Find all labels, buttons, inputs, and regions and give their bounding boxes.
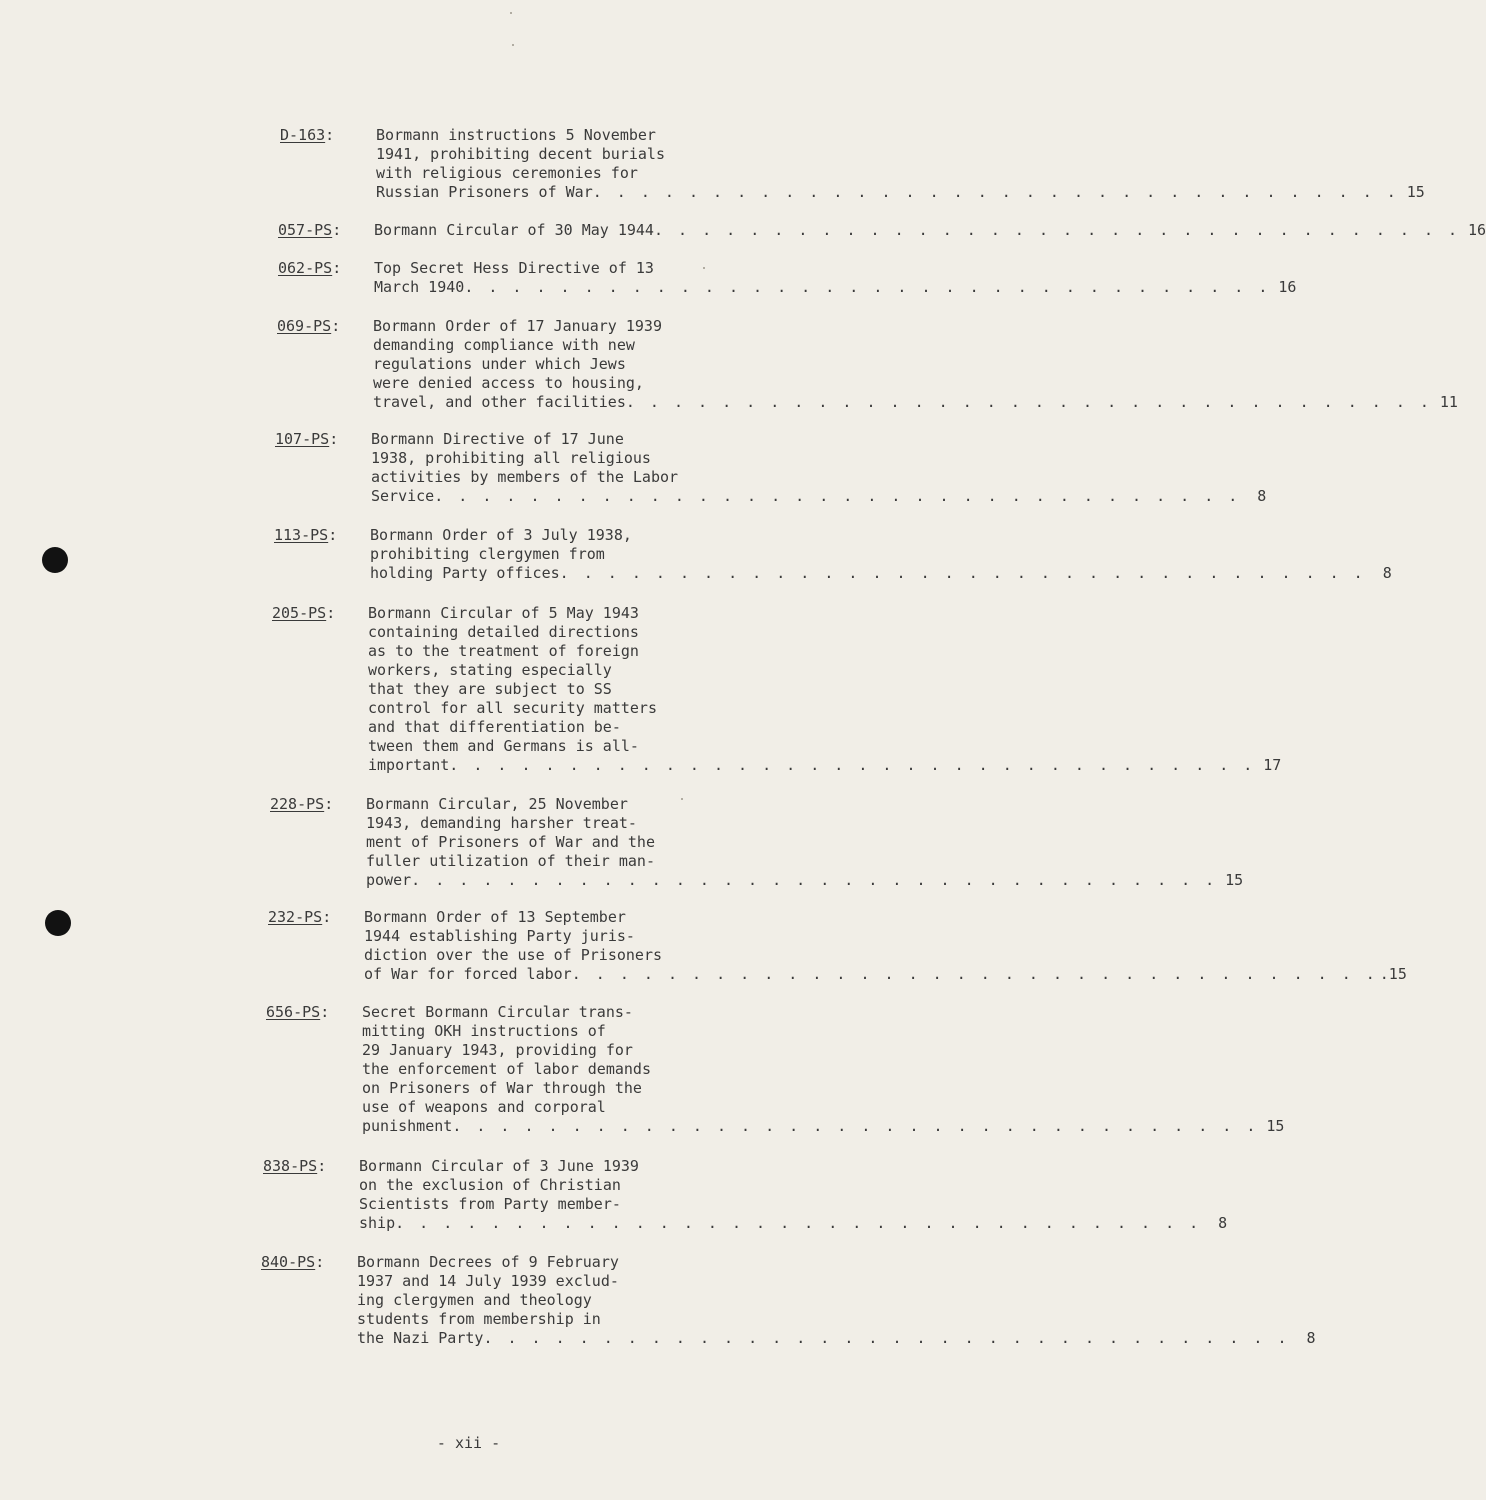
document-code: D-163 [280, 126, 326, 144]
description-line: ment of Prisoners of War and the [366, 833, 655, 851]
entry-description [362, 1003, 1285, 1136]
description-line: containing detailed directions [368, 623, 639, 641]
document-code: 232-PS [268, 908, 323, 926]
entry-description [371, 430, 1267, 506]
description-line: Secret Bormann Circular trans- [362, 1003, 633, 1021]
document-code: 107-PS [275, 430, 330, 448]
description-line: the enforcement of labor demands [362, 1060, 651, 1078]
description-line: tween them and Germans is all- [368, 737, 639, 755]
description-line: Bormann Circular of 30 May 1944 [374, 221, 654, 239]
document-code: 205-PS [272, 604, 327, 622]
description-line: Bormann Order of 17 January 1939 [373, 317, 662, 335]
entry-description [370, 526, 1392, 583]
description-final-line [368, 756, 1282, 775]
description-final-line [357, 1329, 1316, 1348]
document-code: 113-PS [274, 526, 329, 544]
dot-leader: . . . . . . . . . . . . . . . . . . . . . . . . . . . . . . . . . . [452, 1117, 1259, 1135]
description-line: punishment [362, 1117, 453, 1135]
page-reference: 16 [1467, 221, 1486, 239]
description-line: holding Party offices [370, 564, 560, 582]
page-reference: 15 [1266, 1117, 1285, 1135]
page-reference: 8 [1306, 1329, 1316, 1347]
description-line: were denied access to housing, [373, 374, 644, 392]
description-line: ship [359, 1214, 396, 1232]
document-code: 656-PS [266, 1003, 321, 1021]
document-id: 656-PS: [266, 1003, 330, 1021]
description-line: Bormann Order of 3 July 1938, [370, 526, 632, 544]
description-line: 1941, prohibiting decent burials [376, 145, 665, 163]
page-number-footer: - xii - [436, 1434, 501, 1452]
document-id: 057-PS: [278, 221, 342, 239]
description-line: use of weapons and corporal [362, 1098, 606, 1116]
entry-description [373, 317, 1458, 412]
description-line: important [368, 756, 450, 774]
description-line: 1938, prohibiting all religious [371, 449, 651, 467]
document-id: 107-PS: [275, 430, 339, 448]
entry-description [374, 221, 1486, 240]
dot-leader: . . . . . . . . . . . . . . . . . . . . . . . . . . . . . . . . . . [559, 564, 1366, 582]
page-reference: 11 [1439, 393, 1458, 411]
document-code: 840-PS [261, 1253, 316, 1271]
description-final-line [370, 564, 1392, 583]
description-line: fuller utilization of their man- [366, 852, 655, 870]
description-line: Bormann Directive of 17 June [371, 430, 624, 448]
page-reference: 15 [1406, 183, 1425, 201]
document-id: 113-PS: [274, 526, 338, 544]
description-line: Top Secret Hess Directive of 13 [374, 259, 654, 277]
dot-leader: . . . . . . . . . . . . . . . . . . . . . . . . . . . . . . . . . . [592, 183, 1399, 201]
description-final-line [362, 1117, 1285, 1136]
description-line: Bormann Circular, 25 November [366, 795, 628, 813]
dot-leader: . . . . . . . . . . . . . . . . . . . . . . . . . . . . . . . . . . [625, 393, 1432, 411]
document-id: 062-PS: [278, 259, 342, 277]
dot-leader: . . . . . . . . . . . . . . . . . . . . . . . . . . . . . . . . . . [449, 756, 1256, 774]
description-line: mitting OKH instructions of [362, 1022, 606, 1040]
entry-description [357, 1253, 1316, 1348]
document-code: 228-PS [270, 795, 325, 813]
page-reference: 15 [1225, 871, 1244, 889]
document-id: 228-PS: [270, 795, 334, 813]
description-line: activities by members of the Labor [371, 468, 679, 486]
description-final-line [374, 278, 1297, 297]
description-line: diction over the use of Prisoners [364, 946, 663, 964]
document-code: 062-PS [278, 259, 333, 277]
description-line: of War for forced labor [364, 965, 572, 983]
description-line: control for all security matters [368, 699, 657, 717]
document-code: 069-PS [277, 317, 332, 335]
description-line: Bormann Decrees of 9 February [357, 1253, 619, 1271]
entry-description [368, 604, 1282, 775]
description-line: March 1940 [374, 278, 465, 296]
description-line: Bormann Circular of 5 May 1943 [368, 604, 639, 622]
description-final-line [371, 487, 1267, 506]
dot-leader: . . . . . . . . . . . . . . . . . . . . . . . . . . . . . . . . . . [464, 278, 1271, 296]
entry-description [364, 908, 1407, 984]
document-code: 057-PS [278, 221, 333, 239]
page-reference: .15 [1379, 965, 1407, 983]
dot-leader: . . . . . . . . . . . . . . . . . . . . . . . . . . . . . . . . . . [395, 1214, 1202, 1232]
dot-leader: . . . . . . . . . . . . . . . . . . . . . . . . . . . . . . . . . . [483, 1329, 1290, 1347]
description-line: the Nazi Party [357, 1329, 484, 1347]
document-id: 840-PS: [261, 1253, 325, 1271]
page-reference: 17 [1263, 756, 1282, 774]
document-id: 069-PS: [277, 317, 341, 335]
description-line: and that differentiation be- [368, 718, 621, 736]
entry-description [376, 126, 1425, 202]
entry-description [359, 1157, 1228, 1233]
document-id: 205-PS: [272, 604, 336, 622]
description-line: prohibiting clergymen from [370, 545, 605, 563]
description-line: Scientists from Party member- [359, 1195, 621, 1213]
description-line: Russian Prisoners of War [376, 183, 593, 201]
description-line: 1944 establishing Party juris- [364, 927, 635, 945]
page-reference: 16 [1278, 278, 1297, 296]
dot-leader: . . . . . . . . . . . . . . . . . . . . . . . . . . . . . . . . . . [411, 871, 1218, 889]
description-final-line [374, 221, 1486, 240]
description-line: Bormann Order of 13 September [364, 908, 626, 926]
description-line: on Prisoners of War through the [362, 1079, 642, 1097]
description-line: as to the treatment of foreign [368, 642, 639, 660]
dot-leader: . . . . . . . . . . . . . . . . . . . . . . . . . . . . . . . . . . [653, 221, 1461, 239]
description-line: power [366, 871, 412, 889]
description-line: students from membership in [357, 1310, 601, 1328]
page-reference: 8 [1257, 487, 1267, 505]
paper-speck [512, 44, 514, 46]
description-final-line [373, 393, 1458, 412]
document-code: 838-PS [263, 1157, 318, 1175]
description-line: travel, and other facilities [373, 393, 626, 411]
punch-hole-upper [42, 547, 68, 573]
dot-leader: . . . . . . . . . . . . . . . . . . . . . . . . . . . . . . . . . . [434, 487, 1241, 505]
paper-speck [510, 12, 512, 14]
description-line: demanding compliance with new [373, 336, 635, 354]
description-line: 1943, demanding harsher treat- [366, 814, 637, 832]
description-final-line [376, 183, 1425, 202]
description-line: Bormann instructions 5 November [376, 126, 656, 144]
description-line: 29 January 1943, providing for [362, 1041, 633, 1059]
document-id: D-163: [280, 126, 335, 144]
description-line: workers, stating especially [368, 661, 612, 679]
entry-description [366, 795, 1244, 890]
document-id: 232-PS: [268, 908, 332, 926]
description-line: on the exclusion of Christian [359, 1176, 621, 1194]
description-line: with religious ceremonies for [376, 164, 638, 182]
document-id: 838-PS: [263, 1157, 327, 1175]
description-final-line [366, 871, 1244, 890]
entry-description [374, 259, 1297, 297]
page-reference: 8 [1218, 1214, 1228, 1232]
punch-hole-lower [45, 910, 71, 936]
description-final-line [364, 965, 1407, 984]
description-line: 1937 and 14 July 1939 exclud- [357, 1272, 619, 1290]
page-reference: 8 [1382, 564, 1392, 582]
description-line: ing clergymen and theology [357, 1291, 592, 1309]
description-line: Bormann Circular of 3 June 1939 [359, 1157, 639, 1175]
description-final-line [359, 1214, 1228, 1233]
description-line: that they are subject to SS [368, 680, 612, 698]
dot-leader: . . . . . . . . . . . . . . . . . . . . . . . . . . . . . . . . . . [571, 965, 1378, 983]
description-line: regulations under which Jews [373, 355, 626, 373]
description-line: Service [371, 487, 435, 505]
